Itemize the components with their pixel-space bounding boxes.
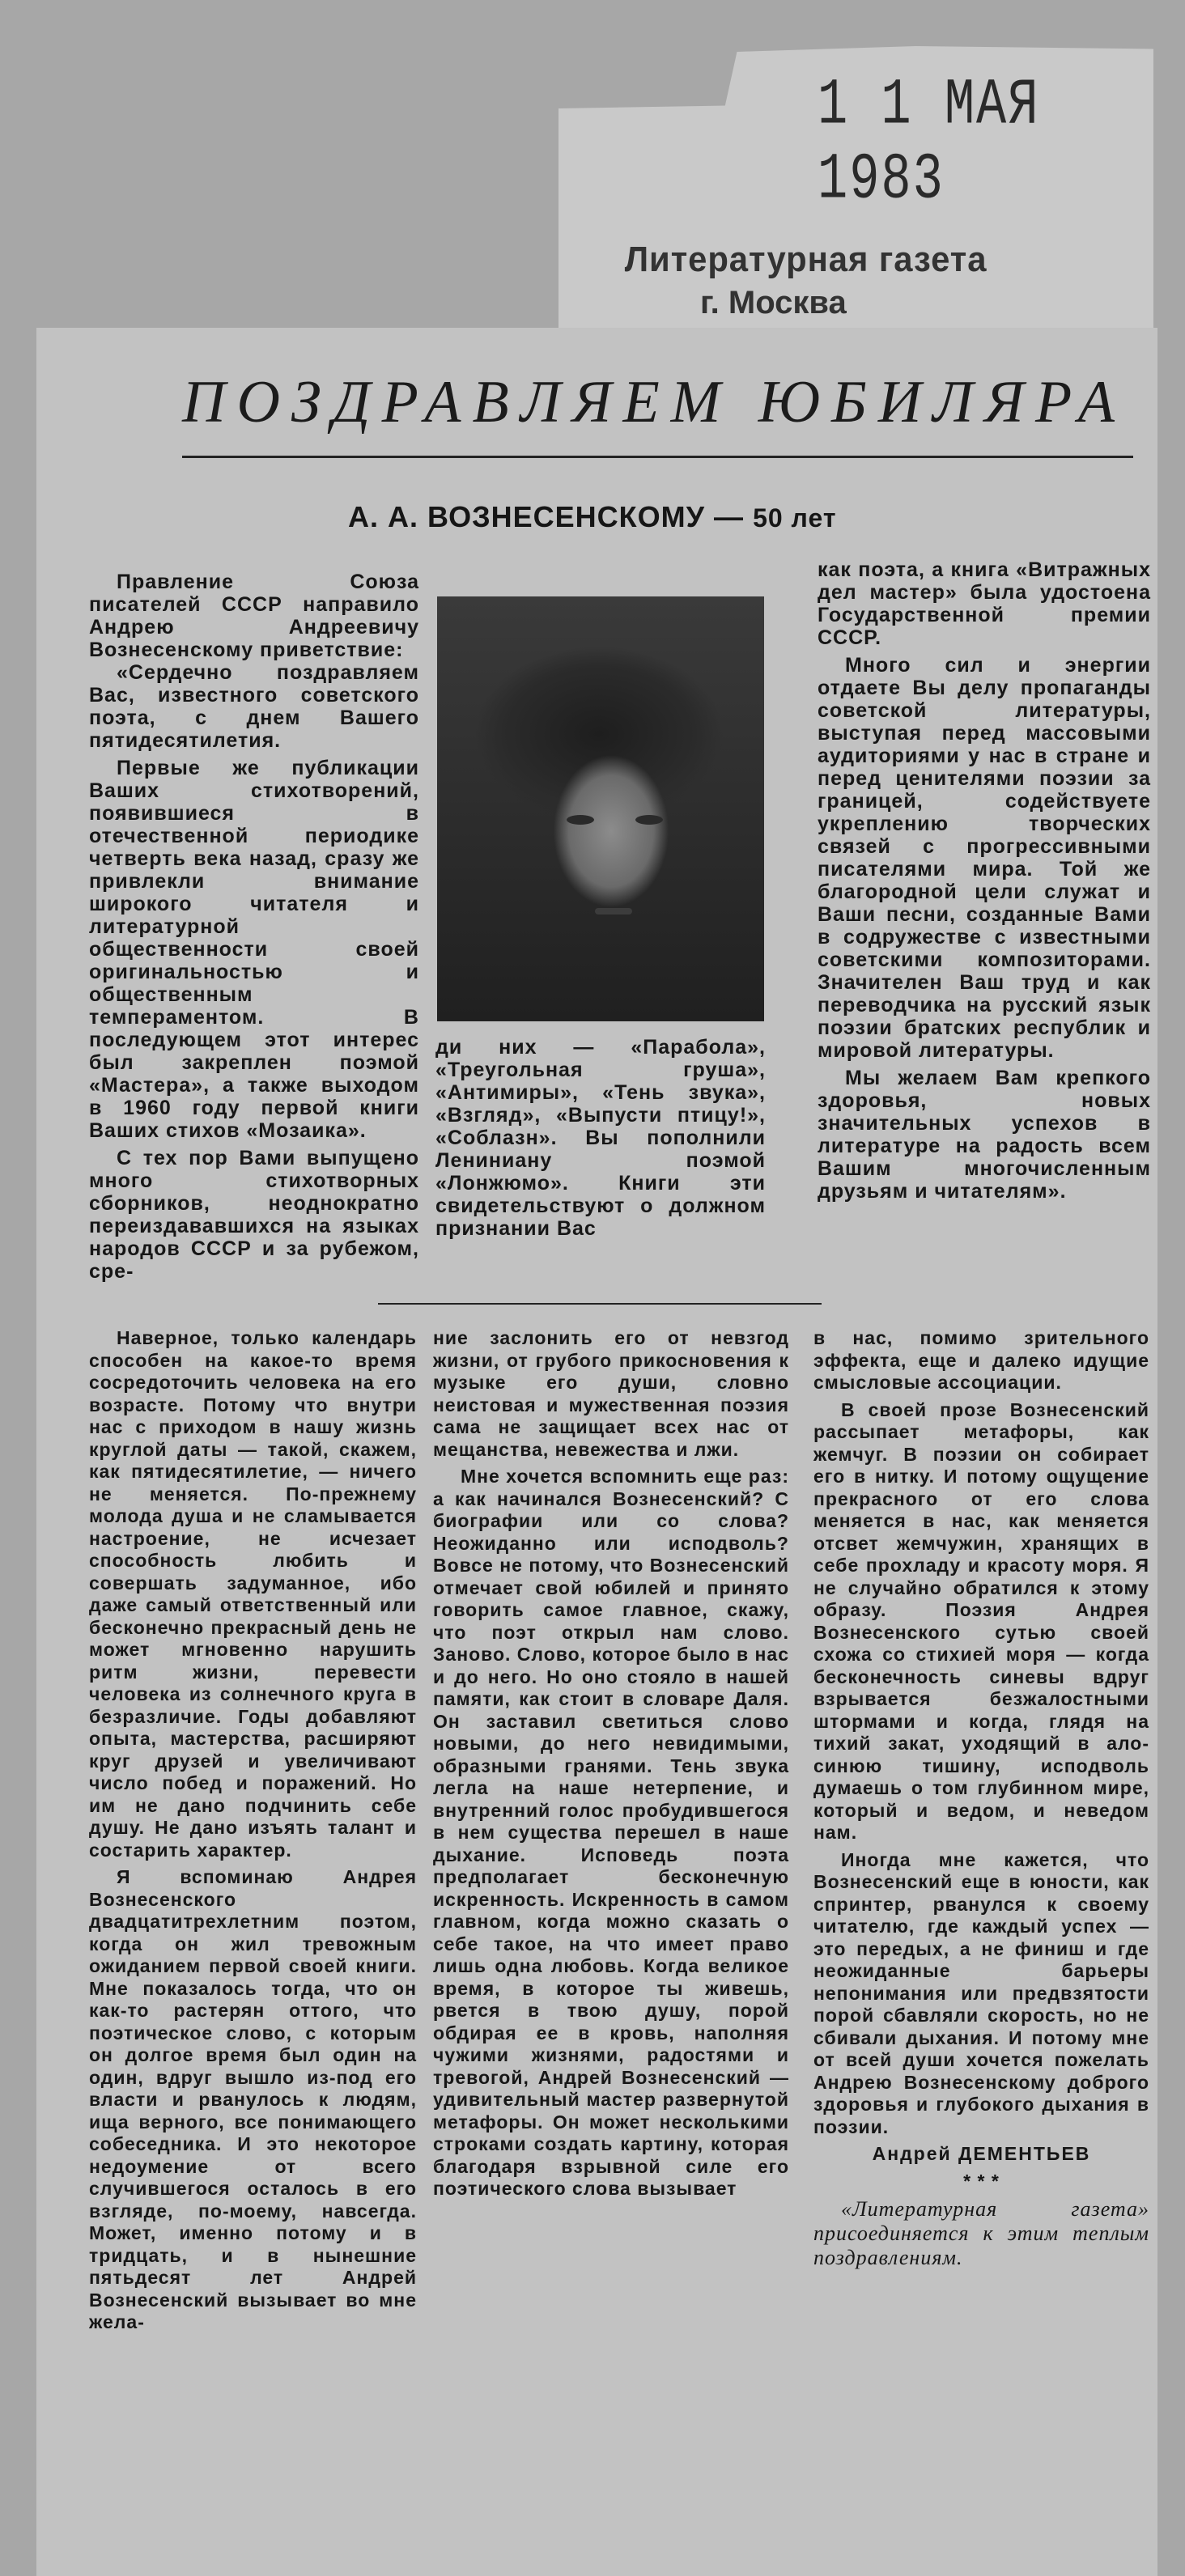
closing-note: «Литературная газета» присоединяется к этим теплым поздравлениям. [813,2197,1149,2269]
greeting-column-2 [435,1036,766,1245]
article-column-2 [433,1327,789,2205]
paragraph: «Сердечно поздравляем Вас, известного советского поэта, с днем Вашего пятидесятилетия. [89,661,419,752]
paragraph: Иногда мне кажется, что Вознесенский еще в юности, как спринтер, рванулся к своему читателю, где каждый успех — это передых, а не финиш и где неожиданные барьеры непонимания или предвзятости порой сбавляли скорость, но не сбивали дыхания. И потому мне от всей души хочется пожелать Андрею Вознесенскому доброго здоровья и глубокого дыхания в поэзии. [813,1848,1149,2137]
subtitle-age: 50 лет [753,503,837,533]
greeting-column-1 [89,571,419,1288]
paragraph: ние заслонить его от невзгод жизни, от грубого прикосновения к музыке его души, словно неистовая и мужественная поэзия сама не защищает всех нас от мещанства, невежества и лжи. [433,1327,789,1460]
author-signature: Андрей ДЕМЕНТЬЕВ [872,2143,1091,2164]
paragraph: Много сил и энергии отдаете Вы делу пропаганды советской литературы, выступая перед массовыми аудиториями у нас в стране и перед ценителями поэзии за границей, содействуете укреплению творческих связей с прогрессивными писателями мира. Той же благородной цели служат и Ваши песни, созданные Вами в содружестве с известными советскими композиторами. Значителен Ваш труд и как переводчика на русский язык поэзии братских республик и мировой литературы. [818,654,1151,1062]
paragraph: Правление Союза писателей СССР направило Андрею Андреевичу Вознесенскому приветствие: [89,571,419,661]
paragraph: Мы желаем Вам крепкого здоровья, новых значительных успехов в литературе на радость всем Вашим многочисленным друзьям и читателям». [818,1067,1151,1203]
paragraph: Мне хочется вспомнить еще раз: а как начинался Вознесенский? С биографии или со слова? Неожиданно или исподволь? Вовсе не потому, что Вознесенский отмечает свой юбилей и принято говорить самое главное, скажу, что поэт открыл нам слово. Заново. Слово, которое было в нас и до него. Но оно стояло в нашей памяти, как стоит в словаре Даля. Он заставил светиться слово новыми, до него невидимыми, образными гранями. Тень звука легла на наше нетерпение, и внутренний голос пробудившегося в нем существа перешел в наше дыхание. Исповедь поэта предполагает бесконечную искренность. Искренность в самом главном, когда можно сказать о себе такое, на что имеет право лишь одна любовь. Когда великое время, в которое ты живешь, рвется в твою душу, порой обдирая ее в кровь, наполняя чужими жизнями, радостями и тревогой, Андрей Вознесенский — удивительный мастер развернутой метафоры. Он может несколькими строками создать картину, которая благодаря взрывной силе его поэтического слова вызывает [433,1466,790,2199]
paragraph: С тех пор Вами выпущено много стихотворных сборников, неоднократно переиздававшихся на языках народов СССР и за рубежом, сре- [89,1147,419,1283]
paragraph: Наверное, только календарь способен на какое-то время сосредоточить человека на его возрасте. Потому что внутри нас с приходом в нашу жизнь круглой даты — такой, скажем, как пятидесятилетие, — ничего не меняется. По-прежнему молода душа и не сламывается настроение, не исчезает способность любить и совершать задуманное, ибо даже самый ответственный или бесконечно прекрасный день не может мгновенно нарушить ритм жизни, перевести человека из солнечного круга в безразличие. Годы добавляют опыта, мастерства, расширяют круг друзей и увеличивают число побед и поражений. Но им не дано подчинить себе душу. Не дано изъять талант и состарить характер. [89,1327,417,1861]
title-rule [182,456,1133,458]
paragraph: как поэта, а книга «Витражных дел мастер» была удостоена Государственной премии СССР. [818,558,1151,649]
paragraph: Я вспоминаю Андрея Вознесенского двадцатитрехлетним поэтом, когда он жил тревожным ожиданием первой своей книги. Мне показалось тогда, что он как-то растерян оттого, что поэтическое слово, с которым он долгое время был один на один, вдруг вышло из-под его власти и рванулось к людям, ища верного, все понимающего собеседника. И это некоторое недоумение от всего случившегося осталось в его взгляде, по-моему, навсегда. Может, именно потому и в тридцать, и в нынешние пятьдесят лет Андрей Вознесенский вызывает во мне жела- [89,1866,417,2332]
paragraph: ди них — «Парабола», «Треугольная груша», «Антимиры», «Тень звука», «Взгляд», «Выпусти птицу!», «Соблазн». Вы пополнили Лениниану поэмой «Лонжюмо». Книги эти свидетельствуют о должном признании Вас [435,1036,766,1240]
stamp-city: г. Москва [700,285,847,320]
photo-eye [567,815,594,825]
section-divider [378,1303,822,1305]
article-subtitle [348,500,837,534]
article-column-1 [89,1327,417,2339]
portrait-photo [437,596,764,1021]
greeting-column-3 [818,558,1151,1207]
subtitle-name: А. А. ВОЗНЕСЕНСКОМУ — [348,500,745,533]
photo-eye [635,815,663,825]
photo-mouth [595,908,632,915]
paragraph: Первые же публикации Ваших стихотворений, появившиеся в отечественной периодике четверть века назад, сразу же привлекли внимание широкого читателя и литературной общественности своей оригинальностью и общественным темпераментом. В последующем этот интерес был закреплен поэмой «Мастера», а также выходом в 1960 году первой книги Ваших стихов «Мозаика». [89,757,419,1142]
separator-stars: * * * [963,2170,1000,2192]
paragraph: В своей прозе Вознесенский рассыпает метафоры, как жемчуг. В поэзии он собирает его в нитку. И потому ощущение прекрасного от его слова меняется в нас, как меняется отсвет жемчужин, хранящих в себе прохладу и красоту моря. Я не случайно обратился к этому образу. Поэзия Андрея Вознесенского сутью своей схожа со стихией моря — когда бесконечность синевы вдруг взрывается безжалостными штормами и когда, глядя на тихий закат, уходящий в ало-синюю тишину, исподволь думаешь о том глубинном мире, который и ведом, и неведом нам. [813,1398,1149,1843]
article-column-3 [813,1327,1149,2275]
paragraph: в нас, помимо зрительного эффекта, еще и далеко идущие смысловые ассоциации. [813,1327,1149,1393]
stamp-date: 1 1 МАЯ 1983 [818,67,1040,218]
stamp-newspaper-name: Литературная газета [624,240,988,279]
rubric-title: ПОЗДРАВЛЯЕМ ЮБИЛЯРА [182,369,1126,435]
